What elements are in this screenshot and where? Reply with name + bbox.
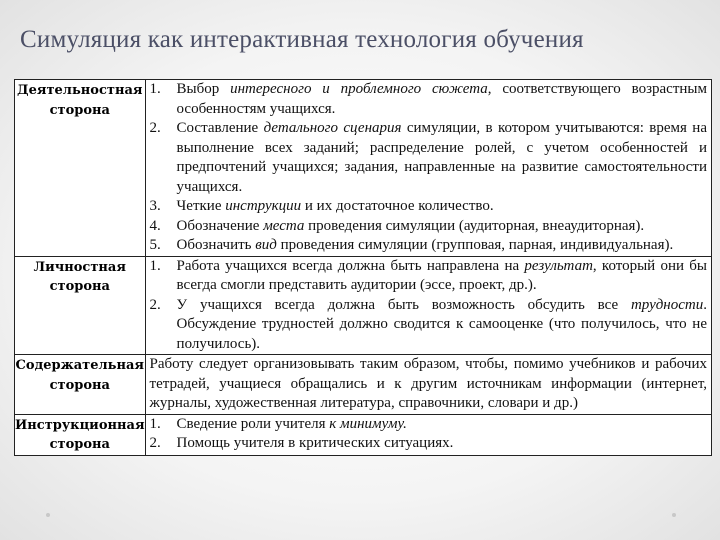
text-segment: симуляции, в котором учитываются: время на выполнение всех заданий; распределение ролей, с учетом особенностей и предпочтений учащихся; задания, направленные на развитие самостоятельности учащихся. xyxy=(176,120,707,195)
table-row xyxy=(15,355,712,415)
item-number: 1. xyxy=(149,415,161,432)
emphasized-text: инструкции xyxy=(225,198,302,214)
simulation-aspects-table xyxy=(14,79,712,456)
item-text xyxy=(177,217,707,237)
text-segment: Помощь учителя в критических ситуациях. xyxy=(176,435,454,451)
list-item xyxy=(150,434,707,454)
text-segment: Составление xyxy=(176,120,264,136)
emphasized-text: результат xyxy=(524,257,593,274)
item-number: 3. xyxy=(149,198,161,214)
item-text xyxy=(177,415,707,435)
text-segment: Сведение роли учителя xyxy=(176,415,330,432)
emphasized-text: детального сценария xyxy=(263,120,402,136)
text-segment: Четкие xyxy=(176,198,226,214)
item-text xyxy=(177,257,707,296)
text-segment: Работу следует организовывать таким образом, чтобы, помимо учебников и рабочих тетрадей, учащиеся обращались и к другим источникам информации (интернет, журналы, художественная литература, справочники, словари и др.) xyxy=(149,356,707,411)
text-segment: У учащихся всегда должна быть возможность обсудить все xyxy=(176,296,631,313)
aspect-description xyxy=(145,256,711,355)
text-segment: , который они бы всегда смогли представить аудитории (эссе, проект, др.). xyxy=(176,257,707,293)
list-item xyxy=(150,296,707,355)
item-text xyxy=(177,296,707,355)
table-row xyxy=(15,414,712,455)
item-number: 1. xyxy=(149,257,161,274)
item-number: 5. xyxy=(149,237,161,253)
list-item xyxy=(150,197,707,217)
table-row xyxy=(15,256,712,355)
table-row xyxy=(15,80,712,257)
aspect-description xyxy=(145,414,711,455)
list-item xyxy=(150,257,707,296)
text-segment: проведения симуляции (групповая, парная, индивидуальная). xyxy=(276,237,674,253)
emphasized-text: вид xyxy=(255,237,277,253)
text-segment: Работа учащихся всегда должна быть направлена на xyxy=(176,257,525,274)
text-segment: , соответствующего возрастным особенностям учащихся. xyxy=(176,81,707,117)
aspect-name: Деятельностная сторона xyxy=(15,80,146,257)
item-text xyxy=(177,80,707,119)
emphasized-text: интересного и проблемного сюжета xyxy=(230,81,488,97)
list-item xyxy=(150,217,707,237)
aspect-description xyxy=(145,355,711,415)
text-segment: Выбор xyxy=(176,81,231,97)
item-number: 1. xyxy=(149,81,161,97)
list-item xyxy=(150,355,707,414)
aspect-description xyxy=(145,80,711,257)
item-number: 2. xyxy=(149,120,161,136)
decorative-dot xyxy=(672,513,676,517)
text-segment: Обозначение xyxy=(176,217,264,234)
item-number: 4. xyxy=(149,217,161,234)
list-item xyxy=(150,236,707,256)
aspect-name: Содержательная сторона xyxy=(15,355,146,415)
slide-title: Симуляция как интерактивная технология обучения xyxy=(20,26,584,53)
aspect-name: Инструкционная сторона xyxy=(15,414,146,455)
text-segment: Обозначить xyxy=(176,237,256,253)
list-item xyxy=(150,415,707,435)
aspect-name: Личностная сторона xyxy=(15,256,146,355)
emphasized-text: трудности xyxy=(630,296,704,313)
decorative-dot xyxy=(46,513,50,517)
emphasized-text: места xyxy=(263,217,305,234)
item-text xyxy=(177,119,707,197)
item-text xyxy=(177,434,707,454)
item-text xyxy=(177,197,707,217)
text-segment: проведения симуляции (аудиторная, внеаудиторная). xyxy=(304,217,645,234)
text-segment: . Обсуждение трудностей должно сводится к самооценке (что получилось, что не получилось). xyxy=(176,296,707,352)
list-item xyxy=(150,80,707,119)
item-number: 2. xyxy=(149,435,161,451)
emphasized-text: к минимуму. xyxy=(329,415,407,432)
text-segment: и их достаточное количество. xyxy=(301,198,494,214)
list-item xyxy=(150,119,707,197)
item-number: 2. xyxy=(149,296,161,313)
item-text xyxy=(177,236,707,256)
